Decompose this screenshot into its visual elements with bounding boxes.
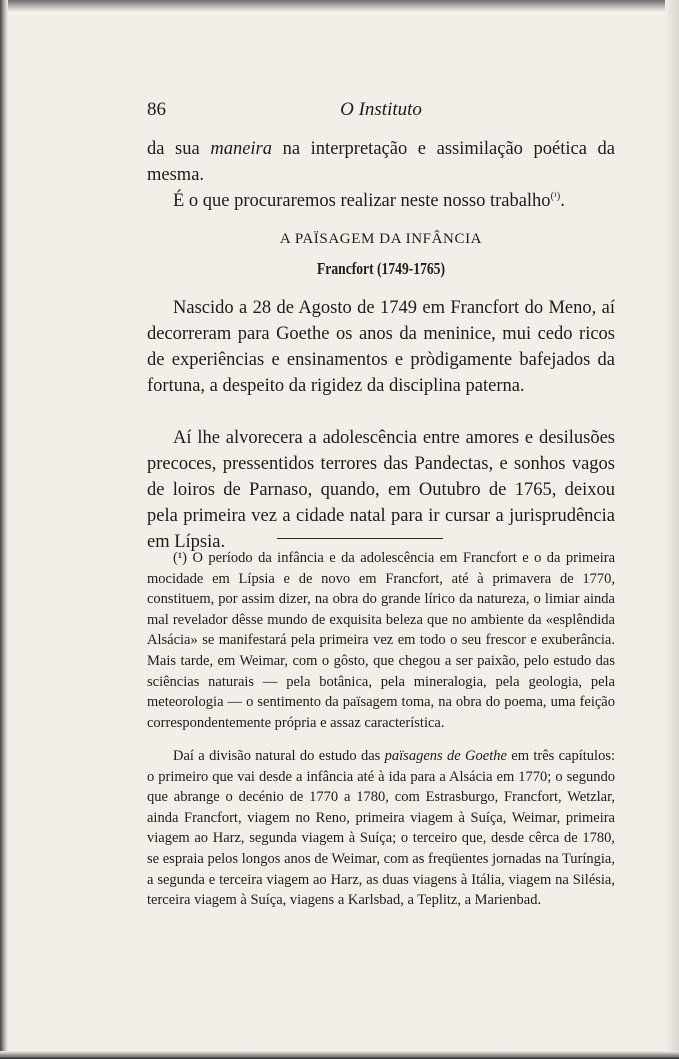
footnote-paragraph-1 [147, 548, 615, 733]
intro-emphasis: maneira [210, 139, 272, 159]
page-header [147, 99, 615, 125]
body-paragraph-1: Nascido a 28 de Agosto de 1749 em Francfort do Meno, aí decorreram para Goethe os anos da meninice, mui cedo ricos de experiências e ensinamentos e pròdigamente bafejados da fortuna, a despeito da rigidez da disciplina paterna. [147, 298, 615, 396]
intro-text-start: da sua [147, 139, 211, 159]
scan-edge-left [0, 0, 8, 1059]
footnote-text-2-rest: em três capítulos: o primeiro que vai desde a infância até à ida para a Alsácia em 1770; o segundo que abrange o decénio de 1770 a 1780, com Estrasburgo, Francfort, Wetzlar, ainda Francfort, viagem no Reno, primeira viagem à Suíça, Weimar, primeira viagem ao Harz, segunda viagem à Suíça; o terceiro que, desde cêrca de 1780, se espraia pelos longos anos de Weimar, com as freqüentes jornadas na Turíngia, a segunda e terceira viagem ao Harz, as duas viagens à Itália, viagem na Silésia, terceira viagem à Suíça, viagens a Karlsbad, a Teplitz, a Marienbad. [147, 748, 616, 909]
intro-paragraph [147, 136, 615, 188]
section-title: A PAÏSAGEM DA INFÂNCIA [279, 231, 483, 247]
body-paragraph-2: Aí lhe alvorecera a adolescência entre amores e desilusões precoces, pressentidos terrores das Pandectas, e sonhos vagos de loiros de Parnaso, quando, em Outubro de 1765, deixou pela primeira vez a cidade natal para ir cursar a jurisprudência em Lípsia. [147, 428, 615, 552]
intro-sentence [147, 188, 615, 214]
footnote-reference[interactable]: (¹) [550, 190, 561, 202]
intro-sentence-text: É o que procuraremos realizar neste nosso trabalho [173, 191, 551, 211]
footnote-text-1: O período da infância e da adolescência em Francfort e o da primeira mocidade em Lípsia e de novo em Francfort, até à primavera de 1770, constituem, por assim dizer, na obra do grande lírico da natureza, o limiar ainda mal revelador dêsse mundo de exquisita beleza que no ambiente da «esplêndida Alsácia» se manifestará pela primeira vez em todo o seu frescor e exuberância. Mais tarde, em Weimar, com o gôsto, que chegou a ser paixão, pelo estudo das sciências naturais — pela botânica, pela mineralogia, pela geologia, pela meteorologia — o sentimento da païsagem toma, na obra do poema, uma feição correspondentemente própria e assaz característica. [147, 550, 616, 731]
footnote-text-2-start: Daí a divisão natural do estudo das [173, 748, 385, 764]
intro-text-rest: na interpretação e assimilação poética da mesma. [147, 139, 615, 185]
page-number: 86 [147, 99, 166, 120]
scan-edge-bottom [0, 1051, 679, 1059]
footnote-paragraph-2 [147, 746, 615, 911]
scan-edge-right [665, 0, 679, 1059]
footnote-emphasis: païsagens de Goethe [384, 748, 507, 764]
scan-edge-top [0, 0, 679, 12]
section-subtitle: Francfort (1749-1765) [316, 259, 446, 278]
intro-sentence-end: . [560, 191, 565, 211]
footnote-divider [277, 538, 443, 539]
running-title: O Instituto [340, 99, 422, 120]
footnote-marker: (¹) [173, 550, 188, 566]
